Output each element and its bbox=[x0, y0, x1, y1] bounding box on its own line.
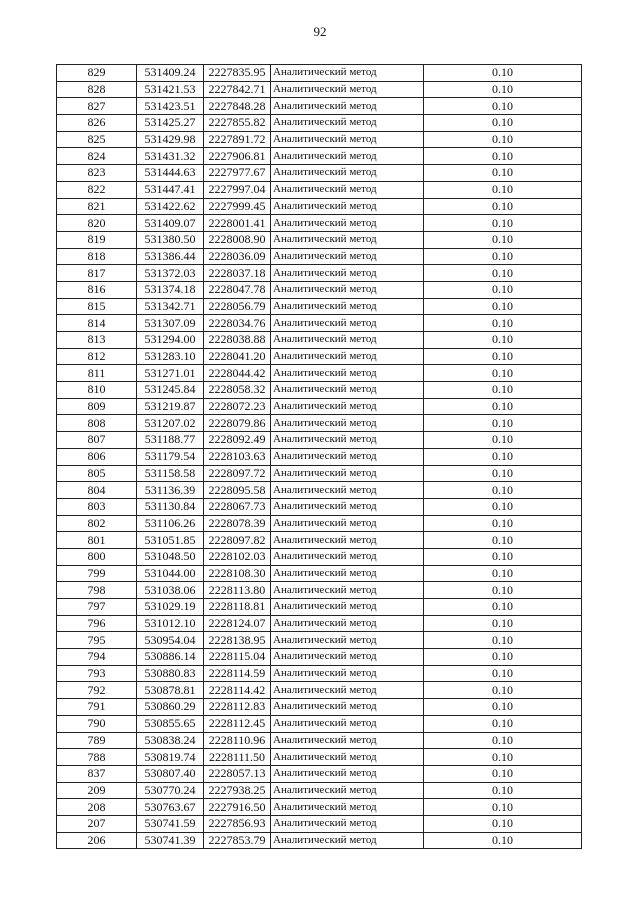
accuracy-cell: 0.10 bbox=[424, 415, 582, 432]
point-number-cell: 826 bbox=[57, 115, 137, 132]
point-number-cell: 824 bbox=[57, 148, 137, 165]
x-coordinate-cell: 530763.67 bbox=[137, 799, 204, 816]
point-number-cell: 819 bbox=[57, 231, 137, 248]
y-coordinate-cell: 2227916.50 bbox=[204, 799, 271, 816]
y-coordinate-cell: 2228047.78 bbox=[204, 281, 271, 298]
table-row bbox=[57, 799, 582, 816]
x-coordinate-cell: 530741.39 bbox=[137, 832, 204, 849]
x-coordinate-cell: 530878.81 bbox=[137, 682, 204, 699]
x-coordinate-cell: 531012.10 bbox=[137, 615, 204, 632]
accuracy-cell: 0.10 bbox=[424, 815, 582, 832]
method-cell: Аналитический метод bbox=[271, 81, 424, 98]
accuracy-cell: 0.10 bbox=[424, 148, 582, 165]
method-cell: Аналитический метод bbox=[271, 415, 424, 432]
method-cell: Аналитический метод bbox=[271, 298, 424, 315]
accuracy-cell: 0.10 bbox=[424, 682, 582, 699]
table-row bbox=[57, 632, 582, 649]
x-coordinate-cell: 531179.54 bbox=[137, 448, 204, 465]
method-cell: Аналитический метод bbox=[271, 782, 424, 799]
accuracy-cell: 0.10 bbox=[424, 532, 582, 549]
x-coordinate-cell: 531447.41 bbox=[137, 181, 204, 198]
method-cell: Аналитический метод bbox=[271, 165, 424, 182]
method-cell: Аналитический метод bbox=[271, 565, 424, 582]
y-coordinate-cell: 2227977.67 bbox=[204, 165, 271, 182]
table-row bbox=[57, 432, 582, 449]
point-number-cell: 813 bbox=[57, 332, 137, 349]
method-cell: Аналитический метод bbox=[271, 448, 424, 465]
y-coordinate-cell: 2228056.79 bbox=[204, 298, 271, 315]
table-row bbox=[57, 482, 582, 499]
point-number-cell: 823 bbox=[57, 165, 137, 182]
x-coordinate-cell: 531051.85 bbox=[137, 532, 204, 549]
point-number-cell: 817 bbox=[57, 265, 137, 282]
accuracy-cell: 0.10 bbox=[424, 749, 582, 766]
y-coordinate-cell: 2228078.39 bbox=[204, 515, 271, 532]
y-coordinate-cell: 2228111.50 bbox=[204, 749, 271, 766]
accuracy-cell: 0.10 bbox=[424, 582, 582, 599]
table-row bbox=[57, 181, 582, 198]
method-cell: Аналитический метод bbox=[271, 682, 424, 699]
x-coordinate-cell: 530807.40 bbox=[137, 765, 204, 782]
y-coordinate-cell: 2228079.86 bbox=[204, 415, 271, 432]
x-coordinate-cell: 531429.98 bbox=[137, 131, 204, 148]
accuracy-cell: 0.10 bbox=[424, 782, 582, 799]
y-coordinate-cell: 2228067.73 bbox=[204, 498, 271, 515]
method-cell: Аналитический метод bbox=[271, 498, 424, 515]
point-number-cell: 811 bbox=[57, 365, 137, 382]
method-cell: Аналитический метод bbox=[271, 382, 424, 399]
x-coordinate-cell: 531130.84 bbox=[137, 498, 204, 515]
table-row bbox=[57, 599, 582, 616]
coordinates-table bbox=[56, 64, 582, 849]
x-coordinate-cell: 531029.19 bbox=[137, 599, 204, 616]
y-coordinate-cell: 2228124.07 bbox=[204, 615, 271, 632]
table-row bbox=[57, 448, 582, 465]
point-number-cell: 818 bbox=[57, 248, 137, 265]
y-coordinate-cell: 2228041.20 bbox=[204, 348, 271, 365]
point-number-cell: 809 bbox=[57, 398, 137, 415]
accuracy-cell: 0.10 bbox=[424, 398, 582, 415]
x-coordinate-cell: 531158.58 bbox=[137, 465, 204, 482]
method-cell: Аналитический метод bbox=[271, 348, 424, 365]
table-row bbox=[57, 348, 582, 365]
x-coordinate-cell: 531431.32 bbox=[137, 148, 204, 165]
y-coordinate-cell: 2227835.95 bbox=[204, 65, 271, 82]
y-coordinate-cell: 2228112.45 bbox=[204, 715, 271, 732]
table-row bbox=[57, 281, 582, 298]
point-number-cell: 814 bbox=[57, 315, 137, 332]
table-row bbox=[57, 615, 582, 632]
method-cell: Аналитический метод bbox=[271, 98, 424, 115]
point-number-cell: 822 bbox=[57, 181, 137, 198]
accuracy-cell: 0.10 bbox=[424, 81, 582, 98]
x-coordinate-cell: 530860.29 bbox=[137, 699, 204, 716]
point-number-cell: 805 bbox=[57, 465, 137, 482]
table-row bbox=[57, 198, 582, 215]
method-cell: Аналитический метод bbox=[271, 832, 424, 849]
method-cell: Аналитический метод bbox=[271, 649, 424, 666]
table-row bbox=[57, 532, 582, 549]
y-coordinate-cell: 2228113.80 bbox=[204, 582, 271, 599]
table-row bbox=[57, 749, 582, 766]
x-coordinate-cell: 530770.24 bbox=[137, 782, 204, 799]
table-row bbox=[57, 131, 582, 148]
accuracy-cell: 0.10 bbox=[424, 765, 582, 782]
point-number-cell: 803 bbox=[57, 498, 137, 515]
table-row bbox=[57, 815, 582, 832]
point-number-cell: 828 bbox=[57, 81, 137, 98]
table-row bbox=[57, 81, 582, 98]
point-number-cell: 799 bbox=[57, 565, 137, 582]
y-coordinate-cell: 2227999.45 bbox=[204, 198, 271, 215]
x-coordinate-cell: 530954.04 bbox=[137, 632, 204, 649]
accuracy-cell: 0.10 bbox=[424, 248, 582, 265]
point-number-cell: 798 bbox=[57, 582, 137, 599]
x-coordinate-cell: 530819.74 bbox=[137, 749, 204, 766]
method-cell: Аналитический метод bbox=[271, 515, 424, 532]
method-cell: Аналитический метод bbox=[271, 615, 424, 632]
point-number-cell: 812 bbox=[57, 348, 137, 365]
point-number-cell: 206 bbox=[57, 832, 137, 849]
page-number: 92 bbox=[313, 24, 327, 39]
method-cell: Аналитический метод bbox=[271, 365, 424, 382]
accuracy-cell: 0.10 bbox=[424, 365, 582, 382]
accuracy-cell: 0.10 bbox=[424, 432, 582, 449]
table-row bbox=[57, 248, 582, 265]
y-coordinate-cell: 2228138.95 bbox=[204, 632, 271, 649]
point-number-cell: 800 bbox=[57, 548, 137, 565]
y-coordinate-cell: 2227848.28 bbox=[204, 98, 271, 115]
x-coordinate-cell: 531374.18 bbox=[137, 281, 204, 298]
accuracy-cell: 0.10 bbox=[424, 65, 582, 82]
accuracy-cell: 0.10 bbox=[424, 799, 582, 816]
coordinates-table-body bbox=[57, 65, 582, 849]
table-row bbox=[57, 465, 582, 482]
accuracy-cell: 0.10 bbox=[424, 332, 582, 349]
point-number-cell: 794 bbox=[57, 649, 137, 666]
point-number-cell: 791 bbox=[57, 699, 137, 716]
method-cell: Аналитический метод bbox=[271, 632, 424, 649]
table-row bbox=[57, 315, 582, 332]
point-number-cell: 829 bbox=[57, 65, 137, 82]
point-number-cell: 807 bbox=[57, 432, 137, 449]
accuracy-cell: 0.10 bbox=[424, 181, 582, 198]
point-number-cell: 816 bbox=[57, 281, 137, 298]
table-row bbox=[57, 548, 582, 565]
y-coordinate-cell: 2228103.63 bbox=[204, 448, 271, 465]
y-coordinate-cell: 2228001.41 bbox=[204, 215, 271, 232]
method-cell: Аналитический метод bbox=[271, 765, 424, 782]
method-cell: Аналитический метод bbox=[271, 398, 424, 415]
point-number-cell: 209 bbox=[57, 782, 137, 799]
method-cell: Аналитический метод bbox=[271, 65, 424, 82]
accuracy-cell: 0.10 bbox=[424, 265, 582, 282]
table-row bbox=[57, 115, 582, 132]
x-coordinate-cell: 531409.07 bbox=[137, 215, 204, 232]
accuracy-cell: 0.10 bbox=[424, 732, 582, 749]
method-cell: Аналитический метод bbox=[271, 198, 424, 215]
x-coordinate-cell: 530880.83 bbox=[137, 665, 204, 682]
accuracy-cell: 0.10 bbox=[424, 348, 582, 365]
table-row bbox=[57, 98, 582, 115]
method-cell: Аналитический метод bbox=[271, 582, 424, 599]
x-coordinate-cell: 531271.01 bbox=[137, 365, 204, 382]
table-row bbox=[57, 231, 582, 248]
accuracy-cell: 0.10 bbox=[424, 98, 582, 115]
table-row bbox=[57, 582, 582, 599]
x-coordinate-cell: 530886.14 bbox=[137, 649, 204, 666]
point-number-cell: 790 bbox=[57, 715, 137, 732]
accuracy-cell: 0.10 bbox=[424, 565, 582, 582]
accuracy-cell: 0.10 bbox=[424, 215, 582, 232]
method-cell: Аналитический метод bbox=[271, 315, 424, 332]
accuracy-cell: 0.10 bbox=[424, 832, 582, 849]
method-cell: Аналитический метод bbox=[271, 115, 424, 132]
y-coordinate-cell: 2228097.82 bbox=[204, 532, 271, 549]
accuracy-cell: 0.10 bbox=[424, 198, 582, 215]
table-row bbox=[57, 565, 582, 582]
x-coordinate-cell: 531136.39 bbox=[137, 482, 204, 499]
x-coordinate-cell: 531342.71 bbox=[137, 298, 204, 315]
x-coordinate-cell: 530741.59 bbox=[137, 815, 204, 832]
x-coordinate-cell: 531219.87 bbox=[137, 398, 204, 415]
accuracy-cell: 0.10 bbox=[424, 599, 582, 616]
method-cell: Аналитический метод bbox=[271, 432, 424, 449]
y-coordinate-cell: 2228037.18 bbox=[204, 265, 271, 282]
accuracy-cell: 0.10 bbox=[424, 548, 582, 565]
x-coordinate-cell: 531409.24 bbox=[137, 65, 204, 82]
point-number-cell: 789 bbox=[57, 732, 137, 749]
x-coordinate-cell: 531380.50 bbox=[137, 231, 204, 248]
accuracy-cell: 0.10 bbox=[424, 665, 582, 682]
point-number-cell: 788 bbox=[57, 749, 137, 766]
method-cell: Аналитический метод bbox=[271, 715, 424, 732]
y-coordinate-cell: 2227842.71 bbox=[204, 81, 271, 98]
accuracy-cell: 0.10 bbox=[424, 498, 582, 515]
y-coordinate-cell: 2228112.83 bbox=[204, 699, 271, 716]
point-number-cell: 808 bbox=[57, 415, 137, 432]
table-row bbox=[57, 332, 582, 349]
table-row bbox=[57, 298, 582, 315]
method-cell: Аналитический метод bbox=[271, 732, 424, 749]
table-row bbox=[57, 665, 582, 682]
table-row bbox=[57, 715, 582, 732]
table-row bbox=[57, 765, 582, 782]
method-cell: Аналитический метод bbox=[271, 215, 424, 232]
accuracy-cell: 0.10 bbox=[424, 165, 582, 182]
y-coordinate-cell: 2227997.04 bbox=[204, 181, 271, 198]
point-number-cell: 793 bbox=[57, 665, 137, 682]
point-number-cell: 827 bbox=[57, 98, 137, 115]
table-row bbox=[57, 382, 582, 399]
y-coordinate-cell: 2227853.79 bbox=[204, 832, 271, 849]
method-cell: Аналитический метод bbox=[271, 248, 424, 265]
y-coordinate-cell: 2228108.30 bbox=[204, 565, 271, 582]
x-coordinate-cell: 531307.09 bbox=[137, 315, 204, 332]
x-coordinate-cell: 531106.26 bbox=[137, 515, 204, 532]
table-row bbox=[57, 65, 582, 82]
x-coordinate-cell: 531048.50 bbox=[137, 548, 204, 565]
accuracy-cell: 0.10 bbox=[424, 632, 582, 649]
accuracy-cell: 0.10 bbox=[424, 131, 582, 148]
accuracy-cell: 0.10 bbox=[424, 448, 582, 465]
point-number-cell: 208 bbox=[57, 799, 137, 816]
method-cell: Аналитический метод bbox=[271, 665, 424, 682]
point-number-cell: 825 bbox=[57, 131, 137, 148]
y-coordinate-cell: 2227938.25 bbox=[204, 782, 271, 799]
method-cell: Аналитический метод bbox=[271, 532, 424, 549]
table-row bbox=[57, 782, 582, 799]
y-coordinate-cell: 2228102.03 bbox=[204, 548, 271, 565]
table-row bbox=[57, 265, 582, 282]
y-coordinate-cell: 2227856.93 bbox=[204, 815, 271, 832]
method-cell: Аналитический метод bbox=[271, 231, 424, 248]
table-row bbox=[57, 165, 582, 182]
y-coordinate-cell: 2228034.76 bbox=[204, 315, 271, 332]
method-cell: Аналитический метод bbox=[271, 599, 424, 616]
accuracy-cell: 0.10 bbox=[424, 298, 582, 315]
table-row bbox=[57, 649, 582, 666]
method-cell: Аналитический метод bbox=[271, 749, 424, 766]
y-coordinate-cell: 2228038.88 bbox=[204, 332, 271, 349]
method-cell: Аналитический метод bbox=[271, 465, 424, 482]
x-coordinate-cell: 531038.06 bbox=[137, 582, 204, 599]
y-coordinate-cell: 2227891.72 bbox=[204, 131, 271, 148]
y-coordinate-cell: 2227906.81 bbox=[204, 148, 271, 165]
y-coordinate-cell: 2228118.81 bbox=[204, 599, 271, 616]
method-cell: Аналитический метод bbox=[271, 699, 424, 716]
point-number-cell: 806 bbox=[57, 448, 137, 465]
y-coordinate-cell: 2228092.49 bbox=[204, 432, 271, 449]
y-coordinate-cell: 2228057.13 bbox=[204, 765, 271, 782]
point-number-cell: 820 bbox=[57, 215, 137, 232]
point-number-cell: 837 bbox=[57, 765, 137, 782]
method-cell: Аналитический метод bbox=[271, 148, 424, 165]
point-number-cell: 801 bbox=[57, 532, 137, 549]
table-row bbox=[57, 682, 582, 699]
y-coordinate-cell: 2228095.58 bbox=[204, 482, 271, 499]
accuracy-cell: 0.10 bbox=[424, 615, 582, 632]
accuracy-cell: 0.10 bbox=[424, 315, 582, 332]
table-row bbox=[57, 699, 582, 716]
y-coordinate-cell: 2228044.42 bbox=[204, 365, 271, 382]
accuracy-cell: 0.10 bbox=[424, 465, 582, 482]
x-coordinate-cell: 531386.44 bbox=[137, 248, 204, 265]
point-number-cell: 810 bbox=[57, 382, 137, 399]
accuracy-cell: 0.10 bbox=[424, 231, 582, 248]
method-cell: Аналитический метод bbox=[271, 131, 424, 148]
table-row bbox=[57, 148, 582, 165]
x-coordinate-cell: 530838.24 bbox=[137, 732, 204, 749]
point-number-cell: 815 bbox=[57, 298, 137, 315]
accuracy-cell: 0.10 bbox=[424, 482, 582, 499]
table-row bbox=[57, 732, 582, 749]
method-cell: Аналитический метод bbox=[271, 548, 424, 565]
y-coordinate-cell: 2228058.32 bbox=[204, 382, 271, 399]
table-row bbox=[57, 498, 582, 515]
y-coordinate-cell: 2228110.96 bbox=[204, 732, 271, 749]
method-cell: Аналитический метод bbox=[271, 332, 424, 349]
table-row bbox=[57, 215, 582, 232]
y-coordinate-cell: 2228036.09 bbox=[204, 248, 271, 265]
x-coordinate-cell: 531044.00 bbox=[137, 565, 204, 582]
y-coordinate-cell: 2228114.42 bbox=[204, 682, 271, 699]
x-coordinate-cell: 531294.00 bbox=[137, 332, 204, 349]
point-number-cell: 802 bbox=[57, 515, 137, 532]
method-cell: Аналитический метод bbox=[271, 181, 424, 198]
x-coordinate-cell: 531283.10 bbox=[137, 348, 204, 365]
method-cell: Аналитический метод bbox=[271, 799, 424, 816]
y-coordinate-cell: 2228097.72 bbox=[204, 465, 271, 482]
table-row bbox=[57, 515, 582, 532]
table-row bbox=[57, 365, 582, 382]
x-coordinate-cell: 530855.65 bbox=[137, 715, 204, 732]
x-coordinate-cell: 531372.03 bbox=[137, 265, 204, 282]
x-coordinate-cell: 531421.53 bbox=[137, 81, 204, 98]
x-coordinate-cell: 531207.02 bbox=[137, 415, 204, 432]
x-coordinate-cell: 531425.27 bbox=[137, 115, 204, 132]
x-coordinate-cell: 531245.84 bbox=[137, 382, 204, 399]
point-number-cell: 792 bbox=[57, 682, 137, 699]
y-coordinate-cell: 2228072.23 bbox=[204, 398, 271, 415]
y-coordinate-cell: 2228115.04 bbox=[204, 649, 271, 666]
x-coordinate-cell: 531444.63 bbox=[137, 165, 204, 182]
x-coordinate-cell: 531188.77 bbox=[137, 432, 204, 449]
y-coordinate-cell: 2228114.59 bbox=[204, 665, 271, 682]
point-number-cell: 821 bbox=[57, 198, 137, 215]
accuracy-cell: 0.10 bbox=[424, 649, 582, 666]
point-number-cell: 796 bbox=[57, 615, 137, 632]
x-coordinate-cell: 531422.62 bbox=[137, 198, 204, 215]
method-cell: Аналитический метод bbox=[271, 265, 424, 282]
accuracy-cell: 0.10 bbox=[424, 281, 582, 298]
point-number-cell: 795 bbox=[57, 632, 137, 649]
accuracy-cell: 0.10 bbox=[424, 382, 582, 399]
table-row bbox=[57, 398, 582, 415]
x-coordinate-cell: 531423.51 bbox=[137, 98, 204, 115]
method-cell: Аналитический метод bbox=[271, 482, 424, 499]
point-number-cell: 207 bbox=[57, 815, 137, 832]
method-cell: Аналитический метод bbox=[271, 815, 424, 832]
method-cell: Аналитический метод bbox=[271, 281, 424, 298]
accuracy-cell: 0.10 bbox=[424, 699, 582, 716]
table-row bbox=[57, 415, 582, 432]
accuracy-cell: 0.10 bbox=[424, 715, 582, 732]
accuracy-cell: 0.10 bbox=[424, 115, 582, 132]
point-number-cell: 797 bbox=[57, 599, 137, 616]
table-row bbox=[57, 832, 582, 849]
y-coordinate-cell: 2227855.82 bbox=[204, 115, 271, 132]
y-coordinate-cell: 2228008.90 bbox=[204, 231, 271, 248]
point-number-cell: 804 bbox=[57, 482, 137, 499]
accuracy-cell: 0.10 bbox=[424, 515, 582, 532]
